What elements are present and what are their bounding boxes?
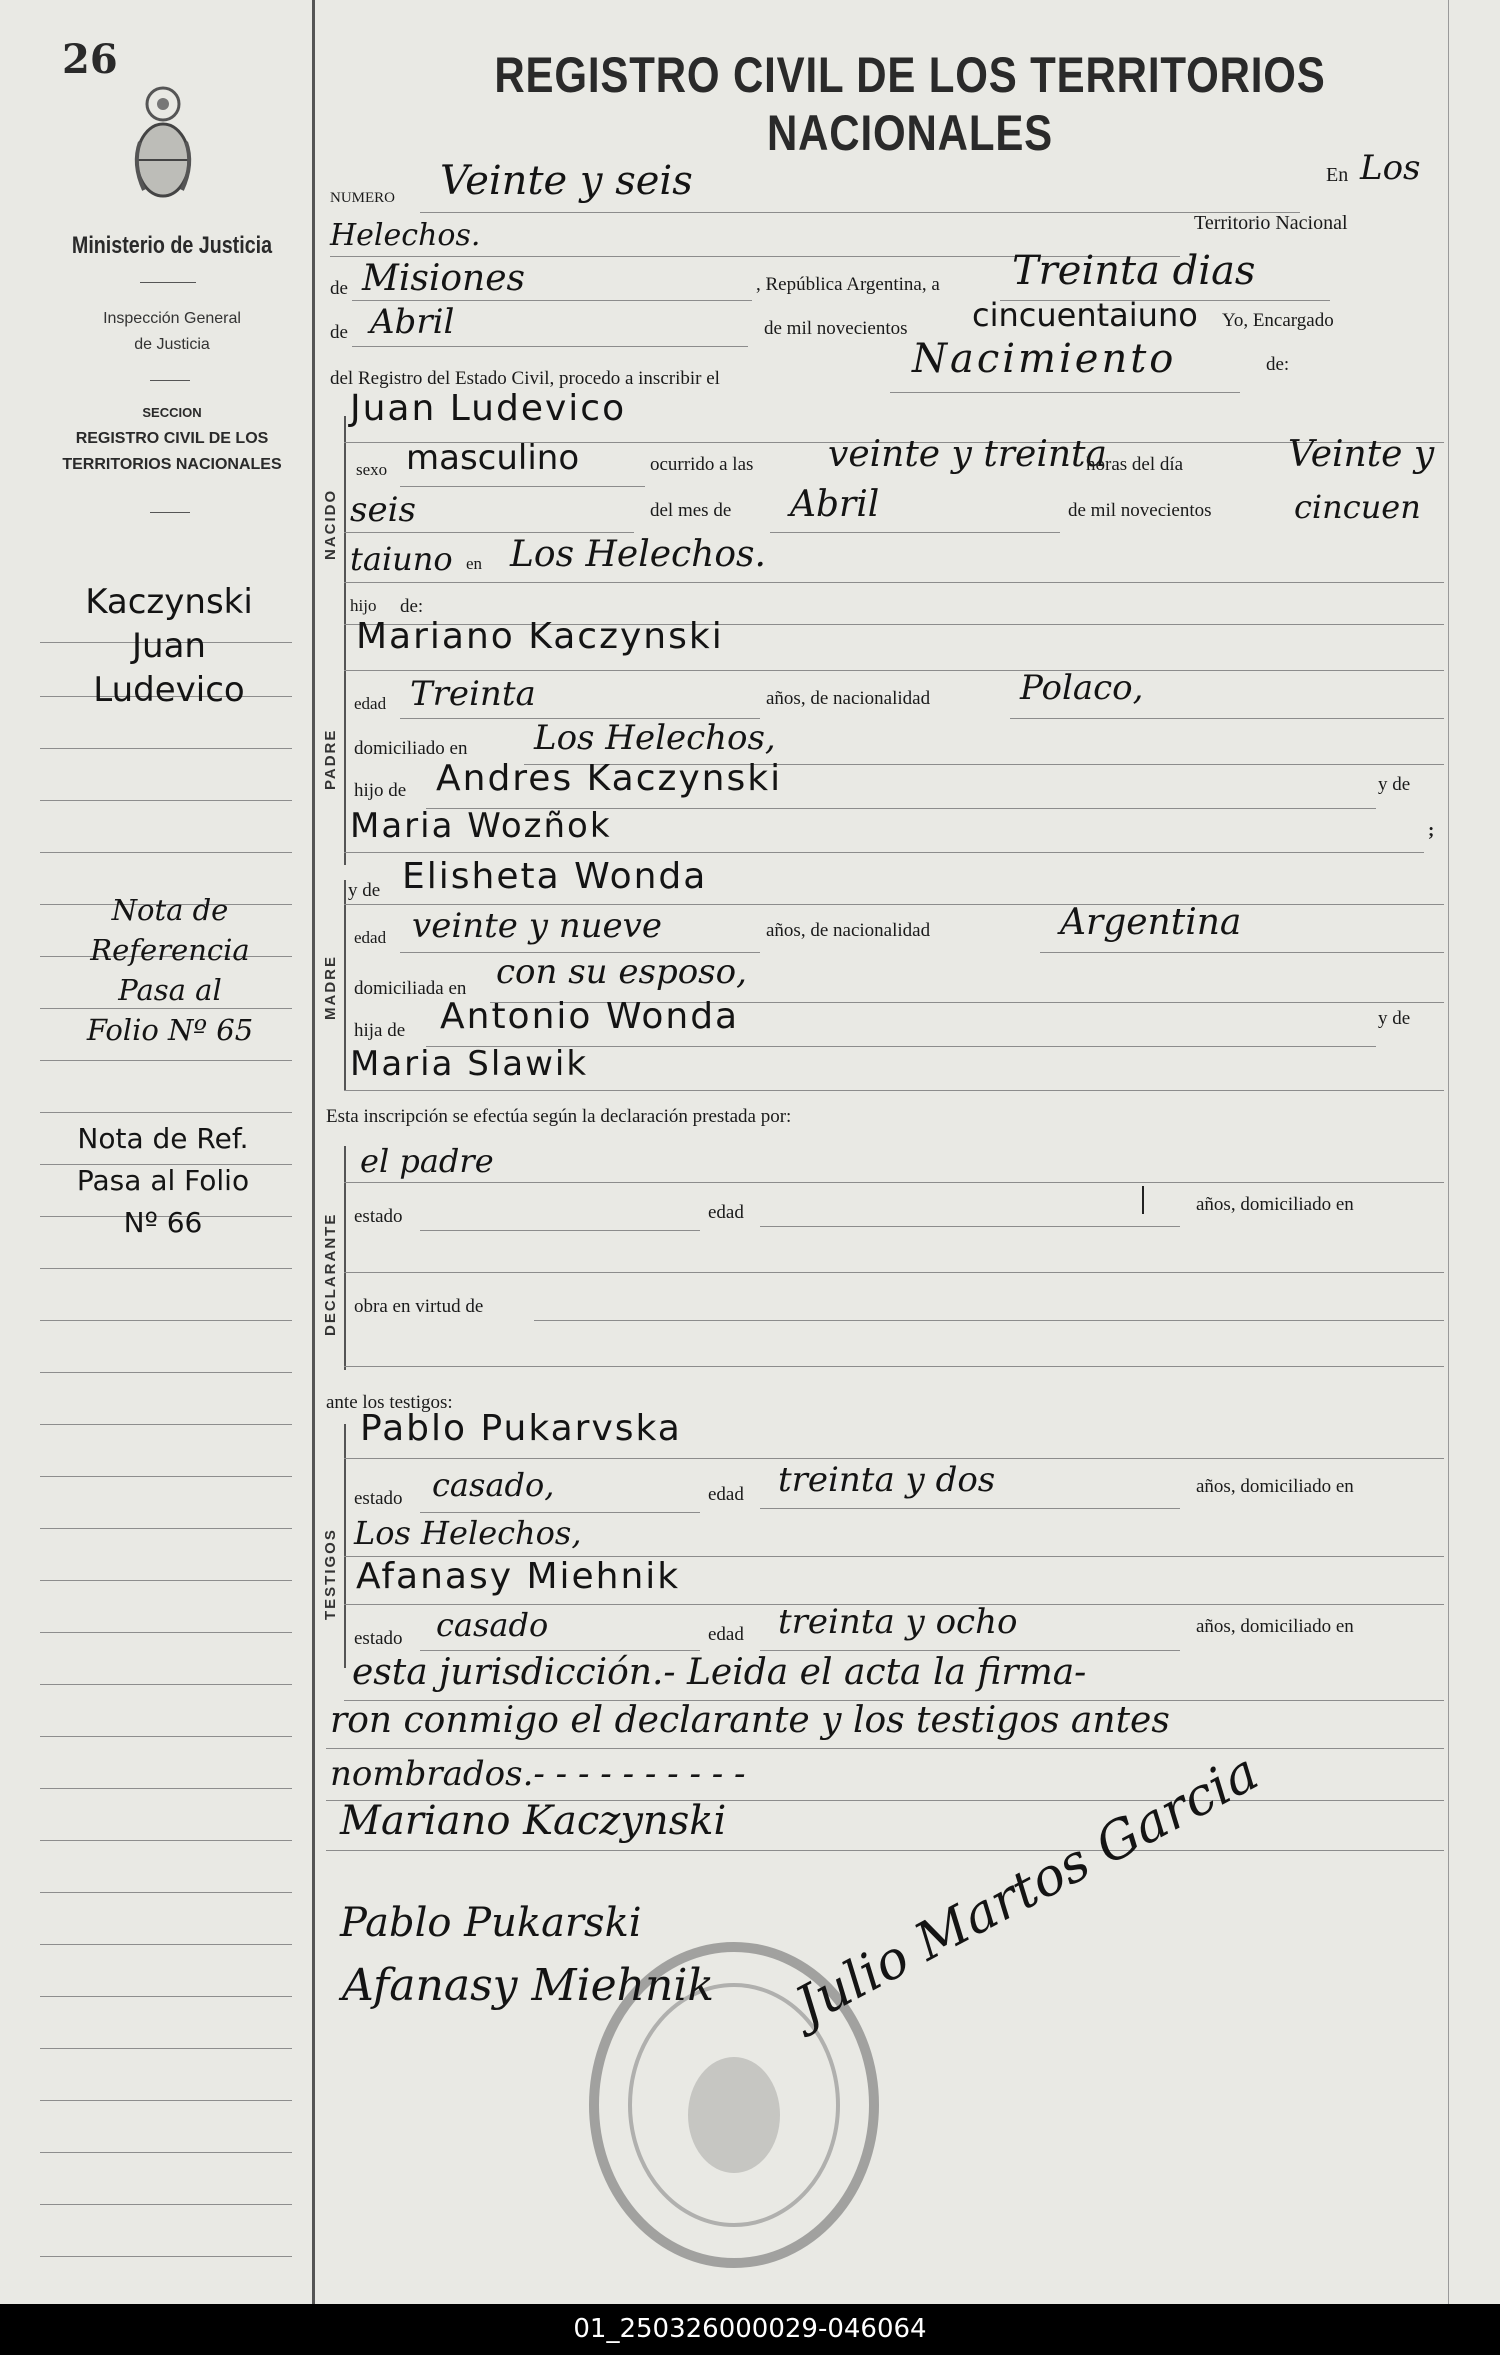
sexo-value: masculino <box>406 438 580 478</box>
margin-rule <box>40 1320 292 1321</box>
rule <box>344 852 1424 853</box>
dias-value: Treinta dias <box>1012 248 1256 294</box>
hijo-label: hijo <box>350 596 377 615</box>
rule <box>344 670 1444 671</box>
margin-rule <box>40 748 292 749</box>
rule <box>1040 952 1444 953</box>
rule <box>890 392 1240 393</box>
en-label: En <box>1326 164 1349 186</box>
column-divider <box>312 0 315 2304</box>
page-number: 26 <box>62 36 118 83</box>
coat-of-arms-icon <box>128 82 198 210</box>
margin-rule <box>40 2100 292 2101</box>
closing-text-3: nombrados.- - - - - - - - - - <box>330 1754 746 1794</box>
margin-note-line: Folio Nº 65 <box>86 1013 254 1047</box>
margin-rule <box>40 2204 292 2205</box>
mil-label: de mil novecientos <box>764 318 908 339</box>
testigos-intro: ante los testigos: <box>326 1392 453 1413</box>
rule <box>344 532 634 533</box>
t2-estado: casado <box>436 1606 549 1644</box>
padre-edad: Treinta <box>410 674 536 714</box>
nacido-side-label: NACIDO <box>322 488 339 560</box>
hora-value: veinte y treinta <box>828 434 1107 475</box>
bracket-line <box>344 630 346 865</box>
territorio-label: Territorio Nacional <box>1194 212 1348 234</box>
margin-name <box>44 580 294 712</box>
madre-padre-de: Antonio Wonda <box>440 996 740 1037</box>
padre-side-label: PADRE <box>322 728 339 790</box>
margin-rule <box>40 2256 292 2257</box>
margin-name-line: Ludevico <box>93 670 245 710</box>
madre-domicilio: con su esposo, <box>496 952 747 992</box>
inspection-label <box>44 306 300 358</box>
testigos-side-label: TESTIGOS <box>322 1528 339 1620</box>
madre-nombre: Elisheta Wonda <box>402 856 708 897</box>
madre-edad-label: edad <box>354 928 387 947</box>
nombre-value: Juan Ludevico <box>350 388 627 429</box>
rule <box>420 1230 700 1231</box>
rule <box>344 1182 1444 1183</box>
madre-nac-label: años, de nacionalidad <box>766 920 931 941</box>
madre-madre-de: Maria Slawik <box>350 1044 589 1084</box>
padre-nac-label: años, de nacionalidad <box>766 688 931 709</box>
registro-label: del Registro del Estado Civil, procedo a inscribir el <box>330 368 720 389</box>
place-cont: Helechos. <box>330 218 481 253</box>
rule <box>420 1650 700 1651</box>
t1-estado-label: estado <box>354 1488 403 1509</box>
madre-y-de: y de <box>348 880 381 901</box>
margin-rule <box>40 1788 292 1789</box>
declarante-intro: Esta inscripción se efectúa según la declaración prestada por: <box>326 1106 792 1127</box>
margin-note-line: Pasa al Folio <box>76 1164 250 1197</box>
ministry-label: Ministerio de Justicia <box>71 232 273 259</box>
margin-rule <box>40 1996 292 1997</box>
dia-nac-cont: seis <box>350 490 416 530</box>
margin-rule <box>40 1892 292 1893</box>
anio-nac-cont: taiuno <box>350 540 453 578</box>
en-value: Los <box>1360 148 1421 188</box>
margin-rule <box>40 1736 292 1737</box>
margin-rule <box>40 1060 292 1061</box>
madre-hija-label: hija de <box>354 1020 406 1041</box>
ocurrido-label: ocurrido a las <box>650 454 754 475</box>
anio-value: cincuentaiuno <box>972 296 1198 334</box>
divider <box>140 282 196 283</box>
rule <box>344 904 1444 905</box>
section-line: TERRITORIOS NACIONALES <box>62 456 282 473</box>
dia-nac-value: Veinte y <box>1288 434 1435 475</box>
signature-declarante: Mariano Kaczynski <box>340 1798 727 1844</box>
bracket-line <box>344 1424 346 1668</box>
padre-madre-de: Maria Wozñok <box>350 806 612 846</box>
bracket-line <box>344 1146 346 1370</box>
madre-side-label: MADRE <box>322 955 339 1020</box>
rule <box>344 1366 1444 1367</box>
margin-rule <box>40 2048 292 2049</box>
de-label: de <box>330 278 348 299</box>
padre-nombre: Mariano Kaczynski <box>356 616 724 657</box>
margin-rule <box>40 1580 292 1581</box>
hijo-de-label: de: <box>400 596 424 617</box>
image-id-footer: 01_250326000029-046064 <box>0 2304 1500 2355</box>
t1-domicilio: Los Helechos, <box>354 1514 582 1552</box>
t2-edad: treinta y ocho <box>778 1602 1018 1642</box>
lugar-nac-value: Los Helechos. <box>510 534 766 575</box>
t2-anos-label: años, domiciliado en <box>1196 1616 1354 1637</box>
madre-y-de-2: y de <box>1378 1008 1411 1029</box>
inspection-line: de Justicia <box>134 336 210 353</box>
rule <box>760 1508 1180 1509</box>
rule <box>352 300 752 301</box>
sexo-label: sexo <box>356 460 388 479</box>
declarante-anos-label: años, domiciliado en <box>1196 1194 1354 1215</box>
rule <box>344 1458 1444 1459</box>
signature-testigo-2: Afanasy Miehnik <box>342 1960 715 2011</box>
rule <box>1010 718 1444 719</box>
mes-value: Abril <box>370 302 455 342</box>
signature-testigo-1: Pablo Pukarski <box>340 1900 642 1946</box>
rule <box>420 1512 700 1513</box>
right-margin-line <box>1448 0 1449 2304</box>
t1-anos-label: años, domiciliado en <box>1196 1476 1354 1497</box>
t1-nombre: Pablo Pukarvska <box>360 1408 682 1449</box>
section-label <box>44 400 300 478</box>
margin-name-line: Kaczynski <box>85 582 253 622</box>
rule <box>770 532 1060 533</box>
acto-value: Nacimiento <box>912 336 1177 382</box>
horas-label: horas del día <box>1086 454 1184 475</box>
t2-edad-label: edad <box>708 1624 744 1645</box>
republica-label: , República Argentina, a <box>756 274 940 295</box>
margin-note-2 <box>48 1118 278 1244</box>
margin-rule <box>40 1268 292 1269</box>
closing-text-1: esta jurisdicción.- Leida el acta la firma- <box>352 1652 1087 1693</box>
margin-rule <box>40 800 292 801</box>
t2-estado-label: estado <box>354 1628 403 1649</box>
de-colon: de: <box>1266 354 1290 375</box>
declarante-obra-label: obra en virtud de <box>354 1296 484 1317</box>
rule <box>400 486 645 487</box>
bracket-line <box>344 416 346 650</box>
margin-name-line: Juan <box>132 626 206 666</box>
t1-estado: casado, <box>432 1466 555 1504</box>
padre-nacionalidad: Polaco, <box>1020 668 1144 708</box>
margin-note-line: Nº 66 <box>123 1206 203 1239</box>
section-line: REGISTRO CIVIL DE LOS <box>75 430 269 447</box>
closing-text-2: ron conmigo el declarante y los testigos antes <box>330 1700 1170 1741</box>
rule <box>534 1320 1444 1321</box>
margin-note-line: Referencia <box>90 933 250 967</box>
mil-label-2: de mil novecientos <box>1068 500 1212 521</box>
padre-padre-de: Andres Kaczynski <box>436 758 783 799</box>
padre-y-de: y de <box>1378 774 1411 795</box>
margin-rule <box>40 2152 292 2153</box>
madre-nacionalidad: Argentina <box>1060 902 1242 943</box>
padre-semicolon: ; <box>1428 820 1435 841</box>
declarante-edad-label: edad <box>708 1202 744 1223</box>
madre-edad: veinte y nueve <box>412 906 662 946</box>
declarante-nombre: el padre <box>360 1142 494 1180</box>
rule <box>326 1850 1444 1851</box>
rule <box>344 582 1444 583</box>
margin-rule <box>40 1528 292 1529</box>
madre-dom-label: domiciliada en <box>354 978 467 999</box>
page-title: REGISTRO CIVIL DE LOS TERRITORIOS NACIONALES <box>494 47 1326 161</box>
numero-value: Veinte y seis <box>440 158 693 204</box>
margin-rule <box>40 852 292 853</box>
margin-note-1 <box>60 890 280 1050</box>
padre-edad-label: edad <box>354 694 387 713</box>
rule <box>760 1650 1180 1651</box>
numero-label: NUMERO <box>330 190 396 206</box>
rule <box>420 212 1300 213</box>
margin-rule <box>40 1424 292 1425</box>
rule <box>326 1748 1444 1749</box>
mes-label: del mes de <box>650 500 732 521</box>
margin-rule <box>40 1372 292 1373</box>
padre-dom-label: domiciliado en <box>354 738 468 759</box>
divider <box>150 380 190 381</box>
rule <box>344 1272 1444 1273</box>
yo-label: Yo, Encargado <box>1222 310 1334 331</box>
rule <box>760 1226 1180 1227</box>
margin-rule <box>40 1632 292 1633</box>
divider <box>150 512 190 513</box>
margin-rule <box>40 1840 292 1841</box>
margin-rule <box>40 1476 292 1477</box>
tick-mark <box>1142 1186 1144 1214</box>
margin-rule <box>40 1684 292 1685</box>
rule <box>352 346 748 347</box>
t1-edad-label: edad <box>708 1484 744 1505</box>
margin-rule <box>40 1112 292 1113</box>
de-label: de <box>330 322 348 343</box>
anio-nac-value: cincuen <box>1294 488 1421 526</box>
t2-nombre: Afanasy Miehnik <box>356 1556 681 1597</box>
padre-hijo-label: hijo de <box>354 780 407 801</box>
margin-note-line: Nota de Ref. <box>77 1122 249 1155</box>
section-line: SECCION <box>142 405 202 420</box>
inspection-line: Inspección General <box>103 310 241 327</box>
signature-oficial: Julio Martos Garcia <box>785 1742 1269 2037</box>
declarante-side-label: DECLARANTE <box>322 1212 339 1336</box>
margin-note-line: Nota de <box>111 893 229 927</box>
margin-rule <box>40 1944 292 1945</box>
padre-domicilio: Los Helechos, <box>534 718 776 758</box>
mes-nac-value: Abril <box>790 484 880 525</box>
en-small-label: en <box>466 554 483 573</box>
margin-note-line: Pasa al <box>118 973 222 1007</box>
territorio-value: Misiones <box>362 258 526 299</box>
t1-edad: treinta y dos <box>778 1460 996 1500</box>
declarante-estado-label: estado <box>354 1206 403 1227</box>
bracket-line <box>344 880 346 1090</box>
rule <box>344 1090 1444 1091</box>
